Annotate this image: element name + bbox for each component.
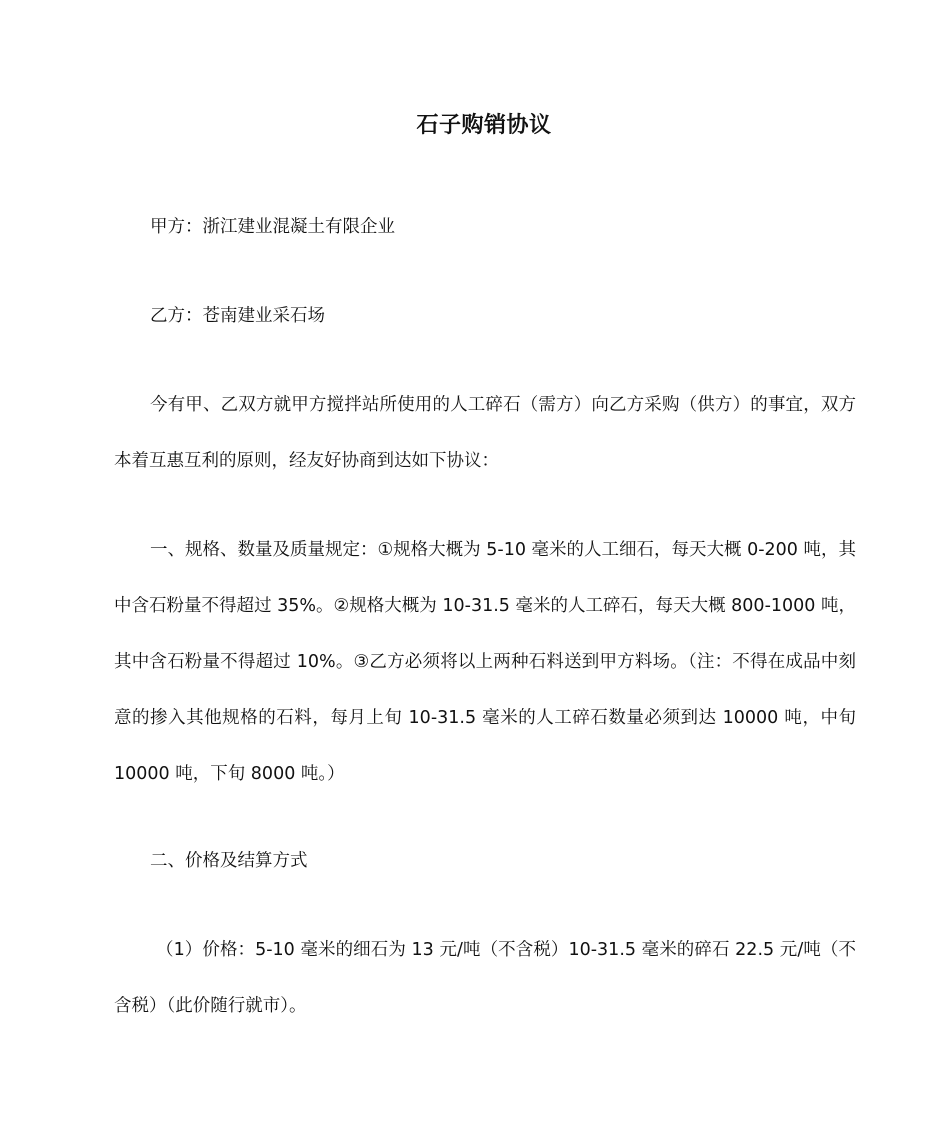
party-b-line: 乙方：苍南建业采石场	[150, 306, 325, 326]
price-clause: （1）价格：5-10 毫米的细石为 13 元/吨（不含税）10-31.5 毫米的碎石 22.5 元/吨（不含税）（此价随行就市）。	[114, 940, 856, 1016]
section-2-heading: 二、价格及结算方式	[150, 851, 308, 871]
intro-paragraph: 今有甲、乙双方就甲方搅拌站所使用的人工碎石（需方）向乙方采购（供方）的事宜，双方本着互惠互利的原则，经友好协商到达如下协议：	[114, 395, 856, 471]
party-a-line: 甲方：浙江建业混凝土有限企业	[150, 217, 395, 237]
document-title: 石子购销协议	[416, 113, 552, 138]
section-1-specifications: 一、规格、数量及质量规定：①规格大概为 5-10 毫米的人工细石，每天大概 0-200 吨，其中含石粉量不得超过 35%。②规格大概为 10-31.5 毫米的人工碎石，每天大概 800-1000 吨，其中含石粉量不得超过 10%。③乙方必须将以上两种石料送到甲方料场。（注：不得在成品中刻意的掺入其他规格的石料，每月上旬 10-31.5 毫米的人工碎石数量必须到达 10000 吨，中旬 10000 吨，下旬 8000 吨。）	[114, 540, 857, 784]
